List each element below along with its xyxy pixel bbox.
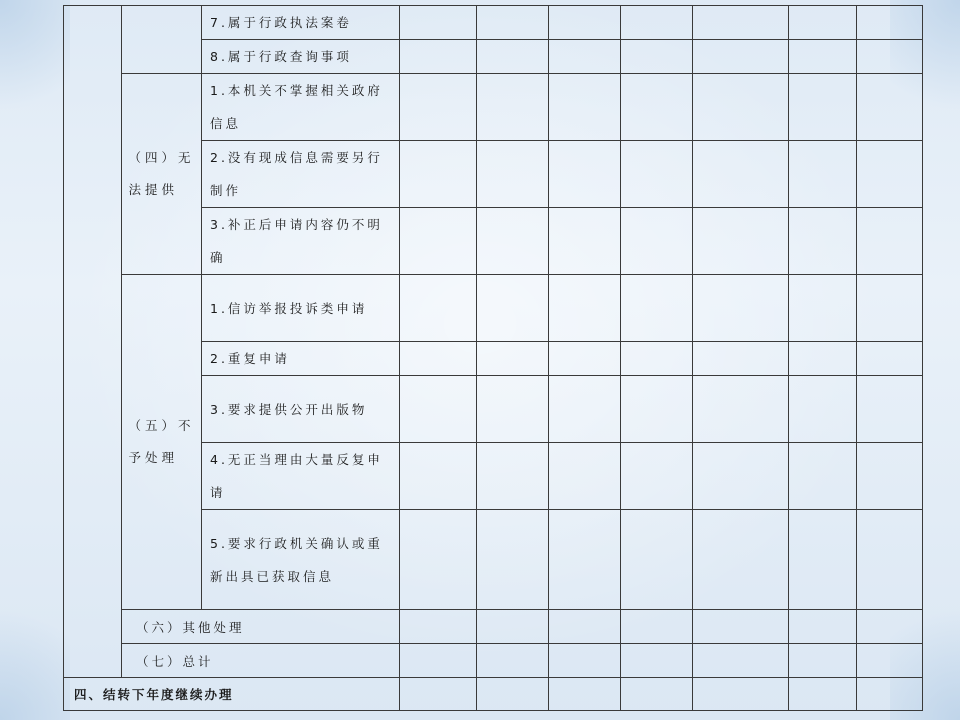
row-label: 1.信访举报投诉类申请 — [202, 275, 400, 342]
table-row — [64, 6, 923, 40]
value-cell — [549, 208, 621, 275]
table-row — [64, 678, 923, 711]
value-cell — [549, 510, 621, 610]
value-cell — [693, 342, 789, 376]
row-label: 3.要求提供公开出版物 — [202, 376, 400, 443]
value-cell — [549, 74, 621, 141]
value-cell — [857, 74, 923, 141]
value-cell — [789, 644, 857, 678]
value-cell — [621, 141, 693, 208]
value-cell — [693, 610, 789, 644]
value-cell — [477, 644, 549, 678]
value-cell — [400, 510, 477, 610]
value-cell — [693, 74, 789, 141]
value-cell — [857, 644, 923, 678]
value-cell — [549, 141, 621, 208]
table-row — [64, 644, 923, 678]
value-cell — [549, 40, 621, 74]
value-cell — [477, 610, 549, 644]
row-label: （七）总计 — [122, 644, 400, 678]
carryover-table — [63, 677, 923, 711]
value-cell — [693, 376, 789, 443]
row-label: 1.本机关不掌握相关政府信息 — [202, 74, 400, 141]
value-cell — [400, 74, 477, 141]
value-cell — [621, 275, 693, 342]
value-cell — [549, 342, 621, 376]
corner-decoration-top-left — [0, 0, 70, 140]
value-cell — [789, 342, 857, 376]
value-cell — [693, 443, 789, 510]
value-cell — [789, 610, 857, 644]
value-cell — [477, 6, 549, 40]
value-cell — [621, 443, 693, 510]
left-border-column — [64, 6, 122, 678]
value-cell — [400, 678, 477, 711]
value-cell — [693, 510, 789, 610]
value-cell — [549, 275, 621, 342]
value-cell — [477, 141, 549, 208]
value-cell — [400, 376, 477, 443]
value-cell — [857, 678, 923, 711]
row-label: 4.无正当理由大量反复申请 — [202, 443, 400, 510]
value-cell — [789, 141, 857, 208]
value-cell — [477, 376, 549, 443]
row-label: 5.要求行政机关确认或重新出具已获取信息 — [202, 510, 400, 610]
value-cell — [621, 678, 693, 711]
value-cell — [621, 644, 693, 678]
value-cell — [621, 74, 693, 141]
value-cell — [400, 275, 477, 342]
value-cell — [857, 275, 923, 342]
value-cell — [857, 342, 923, 376]
value-cell — [789, 74, 857, 141]
value-cell — [857, 141, 923, 208]
category-label: （五）不予处理 — [128, 418, 195, 465]
value-cell — [693, 141, 789, 208]
value-cell — [621, 610, 693, 644]
value-cell — [400, 610, 477, 644]
value-cell — [857, 610, 923, 644]
value-cell — [549, 443, 621, 510]
value-cell — [400, 141, 477, 208]
row-label: 2.没有现成信息需要另行制作 — [202, 141, 400, 208]
value-cell — [477, 40, 549, 74]
value-cell — [477, 208, 549, 275]
value-cell — [621, 342, 693, 376]
value-cell — [400, 6, 477, 40]
value-cell — [400, 208, 477, 275]
value-cell — [693, 40, 789, 74]
value-cell — [400, 644, 477, 678]
value-cell — [549, 376, 621, 443]
value-cell — [693, 208, 789, 275]
value-cell — [549, 644, 621, 678]
value-cell — [621, 510, 693, 610]
value-cell — [857, 208, 923, 275]
value-cell — [857, 376, 923, 443]
value-cell — [789, 376, 857, 443]
value-cell — [477, 74, 549, 141]
row-label: （六）其他处理 — [122, 610, 400, 644]
row-label: 四、结转下年度继续办理 — [64, 678, 400, 711]
value-cell — [477, 443, 549, 510]
table-row — [64, 74, 923, 141]
value-cell — [477, 275, 549, 342]
value-cell — [857, 6, 923, 40]
value-cell — [477, 510, 549, 610]
value-cell — [789, 275, 857, 342]
value-cell — [621, 208, 693, 275]
category-label-cell — [122, 275, 202, 610]
value-cell — [477, 678, 549, 711]
disclosure-statistics-table — [63, 5, 923, 678]
value-cell — [789, 678, 857, 711]
value-cell — [400, 443, 477, 510]
value-cell — [693, 678, 789, 711]
category-label-cell — [122, 74, 202, 275]
value-cell — [693, 275, 789, 342]
corner-decoration-bottom-left — [0, 580, 70, 720]
value-cell — [621, 376, 693, 443]
value-cell — [789, 510, 857, 610]
row-label: 8.属于行政查询事项 — [202, 40, 400, 74]
previous-category-cell — [122, 6, 202, 74]
row-label: 2.重复申请 — [202, 342, 400, 376]
table-row — [64, 275, 923, 342]
row-label: 7.属于行政执法案卷 — [202, 6, 400, 40]
category-label: （四）无法提供 — [128, 150, 195, 197]
value-cell — [621, 6, 693, 40]
table-row — [64, 610, 923, 644]
value-cell — [789, 40, 857, 74]
value-cell — [549, 678, 621, 711]
value-cell — [549, 610, 621, 644]
value-cell — [857, 510, 923, 610]
value-cell — [400, 342, 477, 376]
value-cell — [857, 443, 923, 510]
value-cell — [857, 40, 923, 74]
value-cell — [693, 644, 789, 678]
value-cell — [789, 208, 857, 275]
value-cell — [400, 40, 477, 74]
value-cell — [693, 6, 789, 40]
value-cell — [789, 6, 857, 40]
value-cell — [621, 40, 693, 74]
row-label: 3.补正后申请内容仍不明确 — [202, 208, 400, 275]
value-cell — [789, 443, 857, 510]
value-cell — [477, 342, 549, 376]
value-cell — [549, 6, 621, 40]
